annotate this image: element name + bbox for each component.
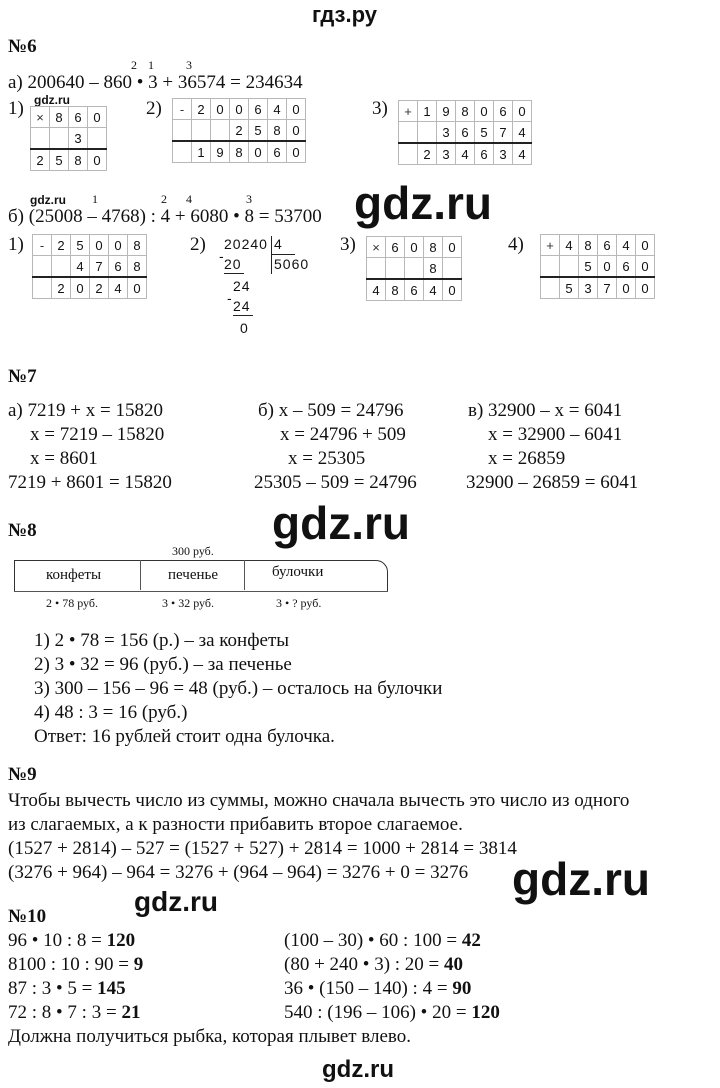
digit-cell (50, 128, 69, 150)
digit-cell (405, 258, 424, 280)
digit-cell (399, 122, 418, 144)
sign: - (173, 99, 192, 120)
digit-cell: 4 (456, 143, 475, 165)
digit-cell: 4 (71, 256, 90, 278)
digit-cell: 5 (71, 235, 90, 256)
digit-cell: 2 (192, 99, 211, 120)
digit-cell: 6 (249, 99, 268, 120)
digit-cell: 0 (636, 256, 655, 278)
digit-cell (31, 128, 50, 150)
digit-cell: 0 (405, 237, 424, 258)
digit-cell: 2 (230, 120, 249, 142)
sign: × (367, 237, 386, 258)
bar-segment-label: печенье (168, 567, 219, 583)
equation-line: x = 24796 + 509 (280, 424, 406, 445)
expression-row: (100 – 30) • 60 : 100 = 42 (284, 930, 481, 951)
watermark: gdz.ru (512, 853, 650, 905)
digit-cell: 6 (494, 101, 513, 122)
digit-cell: 0 (109, 235, 128, 256)
digit-cell: 9 (211, 141, 230, 163)
order-mark: 4 (186, 192, 192, 206)
remainder: 0 (240, 320, 248, 336)
sign: + (541, 235, 560, 256)
expression-row: (80 + 240 • 3) : 20 = 40 (284, 954, 464, 975)
digit-cell: 5 (249, 120, 268, 142)
rule-text: из слагаемых, а к разности прибавить второе слагаемое. (8, 814, 463, 835)
digit-cell: 0 (287, 120, 306, 142)
watermark: gdz.ru (322, 1056, 394, 1083)
digit-cell (386, 258, 405, 280)
equation-line: x = 7219 – 15820 (30, 424, 165, 445)
total-label: 300 руб. (172, 544, 214, 558)
digit-cell: 4 (424, 279, 443, 301)
digit-cell: 6 (405, 279, 424, 301)
digit-cell: 4 (513, 122, 532, 144)
order-mark: 1 (92, 192, 98, 206)
step-label: 3) (372, 98, 388, 119)
digit-cell: 4 (617, 235, 636, 256)
solution-step: 4) 48 : 3 = 16 (руб.) (34, 702, 188, 723)
digit-cell: 2 (90, 277, 109, 299)
digit-cell: 0 (475, 101, 494, 122)
digit-cell (418, 122, 437, 144)
task-6-title: №6 (8, 36, 37, 57)
digit-cell: 2 (52, 235, 71, 256)
column-subtraction-grid (172, 98, 306, 163)
check-line: 32900 – 26859 = 6041 (466, 472, 639, 493)
digit-cell: 1 (192, 141, 211, 163)
digit-cell: 8 (128, 235, 147, 256)
dividend: 20240 (224, 236, 268, 252)
watermark: gdz.ru (134, 886, 218, 917)
long-division: 20240 4 5060 - 20 24 - 24 0 (219, 236, 310, 336)
digit-cell: 4 (513, 143, 532, 165)
divisor: 4 (274, 236, 282, 252)
equation-line: x = 26859 (488, 448, 566, 469)
order-mark: 3 (186, 58, 192, 72)
segment-value: 2 • 78 руб. (46, 596, 98, 610)
sign: × (31, 107, 50, 128)
digit-cell: 4 (560, 235, 579, 256)
digit-cell: 0 (513, 101, 532, 122)
digit-cell: 6 (268, 141, 287, 163)
column-multiplication-grid (30, 106, 107, 171)
digit-cell: 4 (367, 279, 386, 301)
digit-cell: 2 (52, 277, 71, 299)
digit-cell: 6 (598, 235, 617, 256)
expression-a: а) 200640 – 860 • 3 + 36574 = 234634 (8, 72, 303, 93)
step-label: 2) (146, 98, 162, 119)
digit-cell (541, 256, 560, 278)
digit-cell (33, 277, 52, 299)
digit-cell: 8 (268, 120, 287, 142)
order-mark: 2 (161, 192, 167, 206)
order-mark: 2 (131, 58, 137, 72)
digit-cell: 8 (424, 237, 443, 258)
digit-cell: 0 (88, 149, 107, 171)
partial-remainder: 24 (233, 278, 251, 294)
equation-line: в) 32900 – x = 6041 (468, 400, 623, 421)
digit-cell: 6 (386, 237, 405, 258)
digit-cell: 0 (443, 279, 462, 301)
digit-cell (192, 120, 211, 142)
digit-cell: 0 (443, 237, 462, 258)
sign: + (399, 101, 418, 122)
expression-row: 36 • (150 – 140) : 4 = 90 (284, 978, 472, 999)
digit-cell: 8 (579, 235, 598, 256)
digit-cell: 8 (456, 101, 475, 122)
digit-cell: 0 (636, 235, 655, 256)
segment-value: 3 • 32 руб. (162, 596, 214, 610)
digit-cell: 0 (617, 277, 636, 299)
task-10-title: №10 (8, 906, 47, 927)
digit-cell: 5 (579, 256, 598, 278)
step-label: 1) (8, 234, 24, 255)
bar-segment-label: булочки (272, 564, 324, 580)
digit-cell: 3 (69, 128, 88, 150)
watermark: gdz.ru (354, 177, 492, 229)
digit-cell: 0 (128, 277, 147, 299)
digit-cell: 4 (268, 99, 287, 120)
equation-line: x = 8601 (30, 448, 98, 469)
digit-cell (88, 128, 107, 150)
expression-row: 72 : 8 • 7 : 3 = 21 (8, 1002, 141, 1023)
equation-line: x = 25305 (288, 448, 366, 469)
digit-cell: 0 (598, 256, 617, 278)
digit-cell: 5 (50, 149, 69, 171)
digit-cell: 6 (456, 122, 475, 144)
watermark: gdz.ru (30, 193, 66, 207)
digit-cell (560, 256, 579, 278)
digit-cell: 7 (90, 256, 109, 278)
digit-cell: 8 (424, 258, 443, 280)
final-note: Должна получиться рыбка, которая плывет влево. (8, 1026, 411, 1047)
column-addition-grid (540, 234, 655, 299)
digit-cell: 6 (109, 256, 128, 278)
site-title: гдз.ру (312, 2, 377, 27)
expression-row: 96 • 10 : 8 = 120 (8, 930, 136, 951)
digit-cell (443, 258, 462, 280)
answer-line: Ответ: 16 рублей стоит одна булочка. (34, 726, 335, 747)
sign: - (33, 235, 52, 256)
digit-cell: 6 (475, 143, 494, 165)
check-line: 7219 + 8601 = 15820 (8, 472, 172, 493)
digit-cell (367, 258, 386, 280)
quotient: 5060 (274, 256, 310, 272)
column-multiplication-grid (366, 236, 462, 301)
expression-row: 8100 : 10 : 90 = 9 (8, 954, 144, 975)
step-label: 3) (340, 234, 356, 255)
digit-cell: 9 (437, 101, 456, 122)
digit-cell: 8 (128, 256, 147, 278)
digit-cell (33, 256, 52, 278)
equation-line: а) 7219 + x = 15820 (8, 400, 163, 421)
digit-cell: 3 (437, 143, 456, 165)
digit-cell: 0 (88, 107, 107, 128)
digit-cell (173, 120, 192, 142)
digit-cell: 8 (50, 107, 69, 128)
step-label: 2) (190, 234, 206, 255)
digit-cell: 0 (287, 141, 306, 163)
watermark: gdz.ru (272, 497, 410, 549)
digit-cell (399, 143, 418, 165)
digit-cell: 8 (69, 149, 88, 171)
equation-line: x = 32900 – 6041 (488, 424, 623, 445)
example-line: (1527 + 2814) – 527 = (1527 + 527) + 2814 = 1000 + 2814 = 3814 (8, 838, 517, 859)
digit-cell (211, 120, 230, 142)
digit-cell: 8 (386, 279, 405, 301)
digit-cell: 2 (31, 149, 50, 171)
digit-cell: 0 (90, 235, 109, 256)
order-mark: 3 (246, 192, 252, 206)
digit-cell: 7 (598, 277, 617, 299)
example-line: (3276 + 964) – 964 = 3276 + (964 – 964) = 3276 + 0 = 3276 (8, 862, 469, 883)
expression-b: б) (25008 – 4768) : 4 + 6080 • 8 = 53700 (8, 206, 322, 227)
order-mark: 1 (148, 58, 154, 72)
digit-cell: 0 (287, 99, 306, 120)
digit-cell: 3 (494, 143, 513, 165)
solution-step: 2) 3 • 32 = 96 (руб.) – за печенье (34, 654, 292, 675)
digit-cell (541, 277, 560, 299)
step-label: 4) (508, 234, 524, 255)
digit-cell: 8 (230, 141, 249, 163)
check-line: 25305 – 509 = 24796 (254, 472, 417, 493)
digit-cell: 5 (475, 122, 494, 144)
digit-cell: 1 (418, 101, 437, 122)
digit-cell: 4 (109, 277, 128, 299)
digit-cell: 5 (560, 277, 579, 299)
solution-step: 1) 2 • 78 = 156 (р.) – за конфеты (34, 630, 290, 651)
expression-row: 87 : 3 • 5 = 145 (8, 978, 126, 999)
equation-line: б) x – 509 = 24796 (258, 400, 404, 421)
digit-cell: 0 (249, 141, 268, 163)
partial-product: 24 (233, 298, 251, 314)
digit-cell: 0 (636, 277, 655, 299)
task-8-title: №8 (8, 520, 37, 541)
digit-cell: 6 (617, 256, 636, 278)
column-subtraction-grid (32, 234, 147, 299)
step-label: 1) (8, 98, 24, 119)
segment-value: 3 • ? руб. (276, 596, 322, 610)
bar-segment-label: конфеты (46, 567, 102, 583)
column-addition-grid (398, 100, 532, 165)
partial-product: 20 (224, 256, 242, 272)
rule-text: Чтобы вычесть число из суммы, можно сначала вычесть это число из одного (8, 790, 630, 811)
expression-row: 540 : (196 – 106) • 20 = 120 (284, 1002, 500, 1023)
digit-cell: 3 (579, 277, 598, 299)
digit-cell: 2 (418, 143, 437, 165)
digit-cell: 6 (69, 107, 88, 128)
task-7-title: №7 (8, 366, 37, 387)
watermark: gdz.ru (34, 93, 70, 107)
digit-cell (173, 141, 192, 163)
digit-cell: 0 (71, 277, 90, 299)
digit-cell: 7 (494, 122, 513, 144)
digit-cell: 0 (230, 99, 249, 120)
digit-cell: 3 (437, 122, 456, 144)
task-9-title: №9 (8, 764, 37, 785)
solution-step: 3) 300 – 156 – 96 = 48 (руб.) – осталось на булочки (34, 678, 443, 699)
digit-cell (52, 256, 71, 278)
digit-cell: 0 (211, 99, 230, 120)
